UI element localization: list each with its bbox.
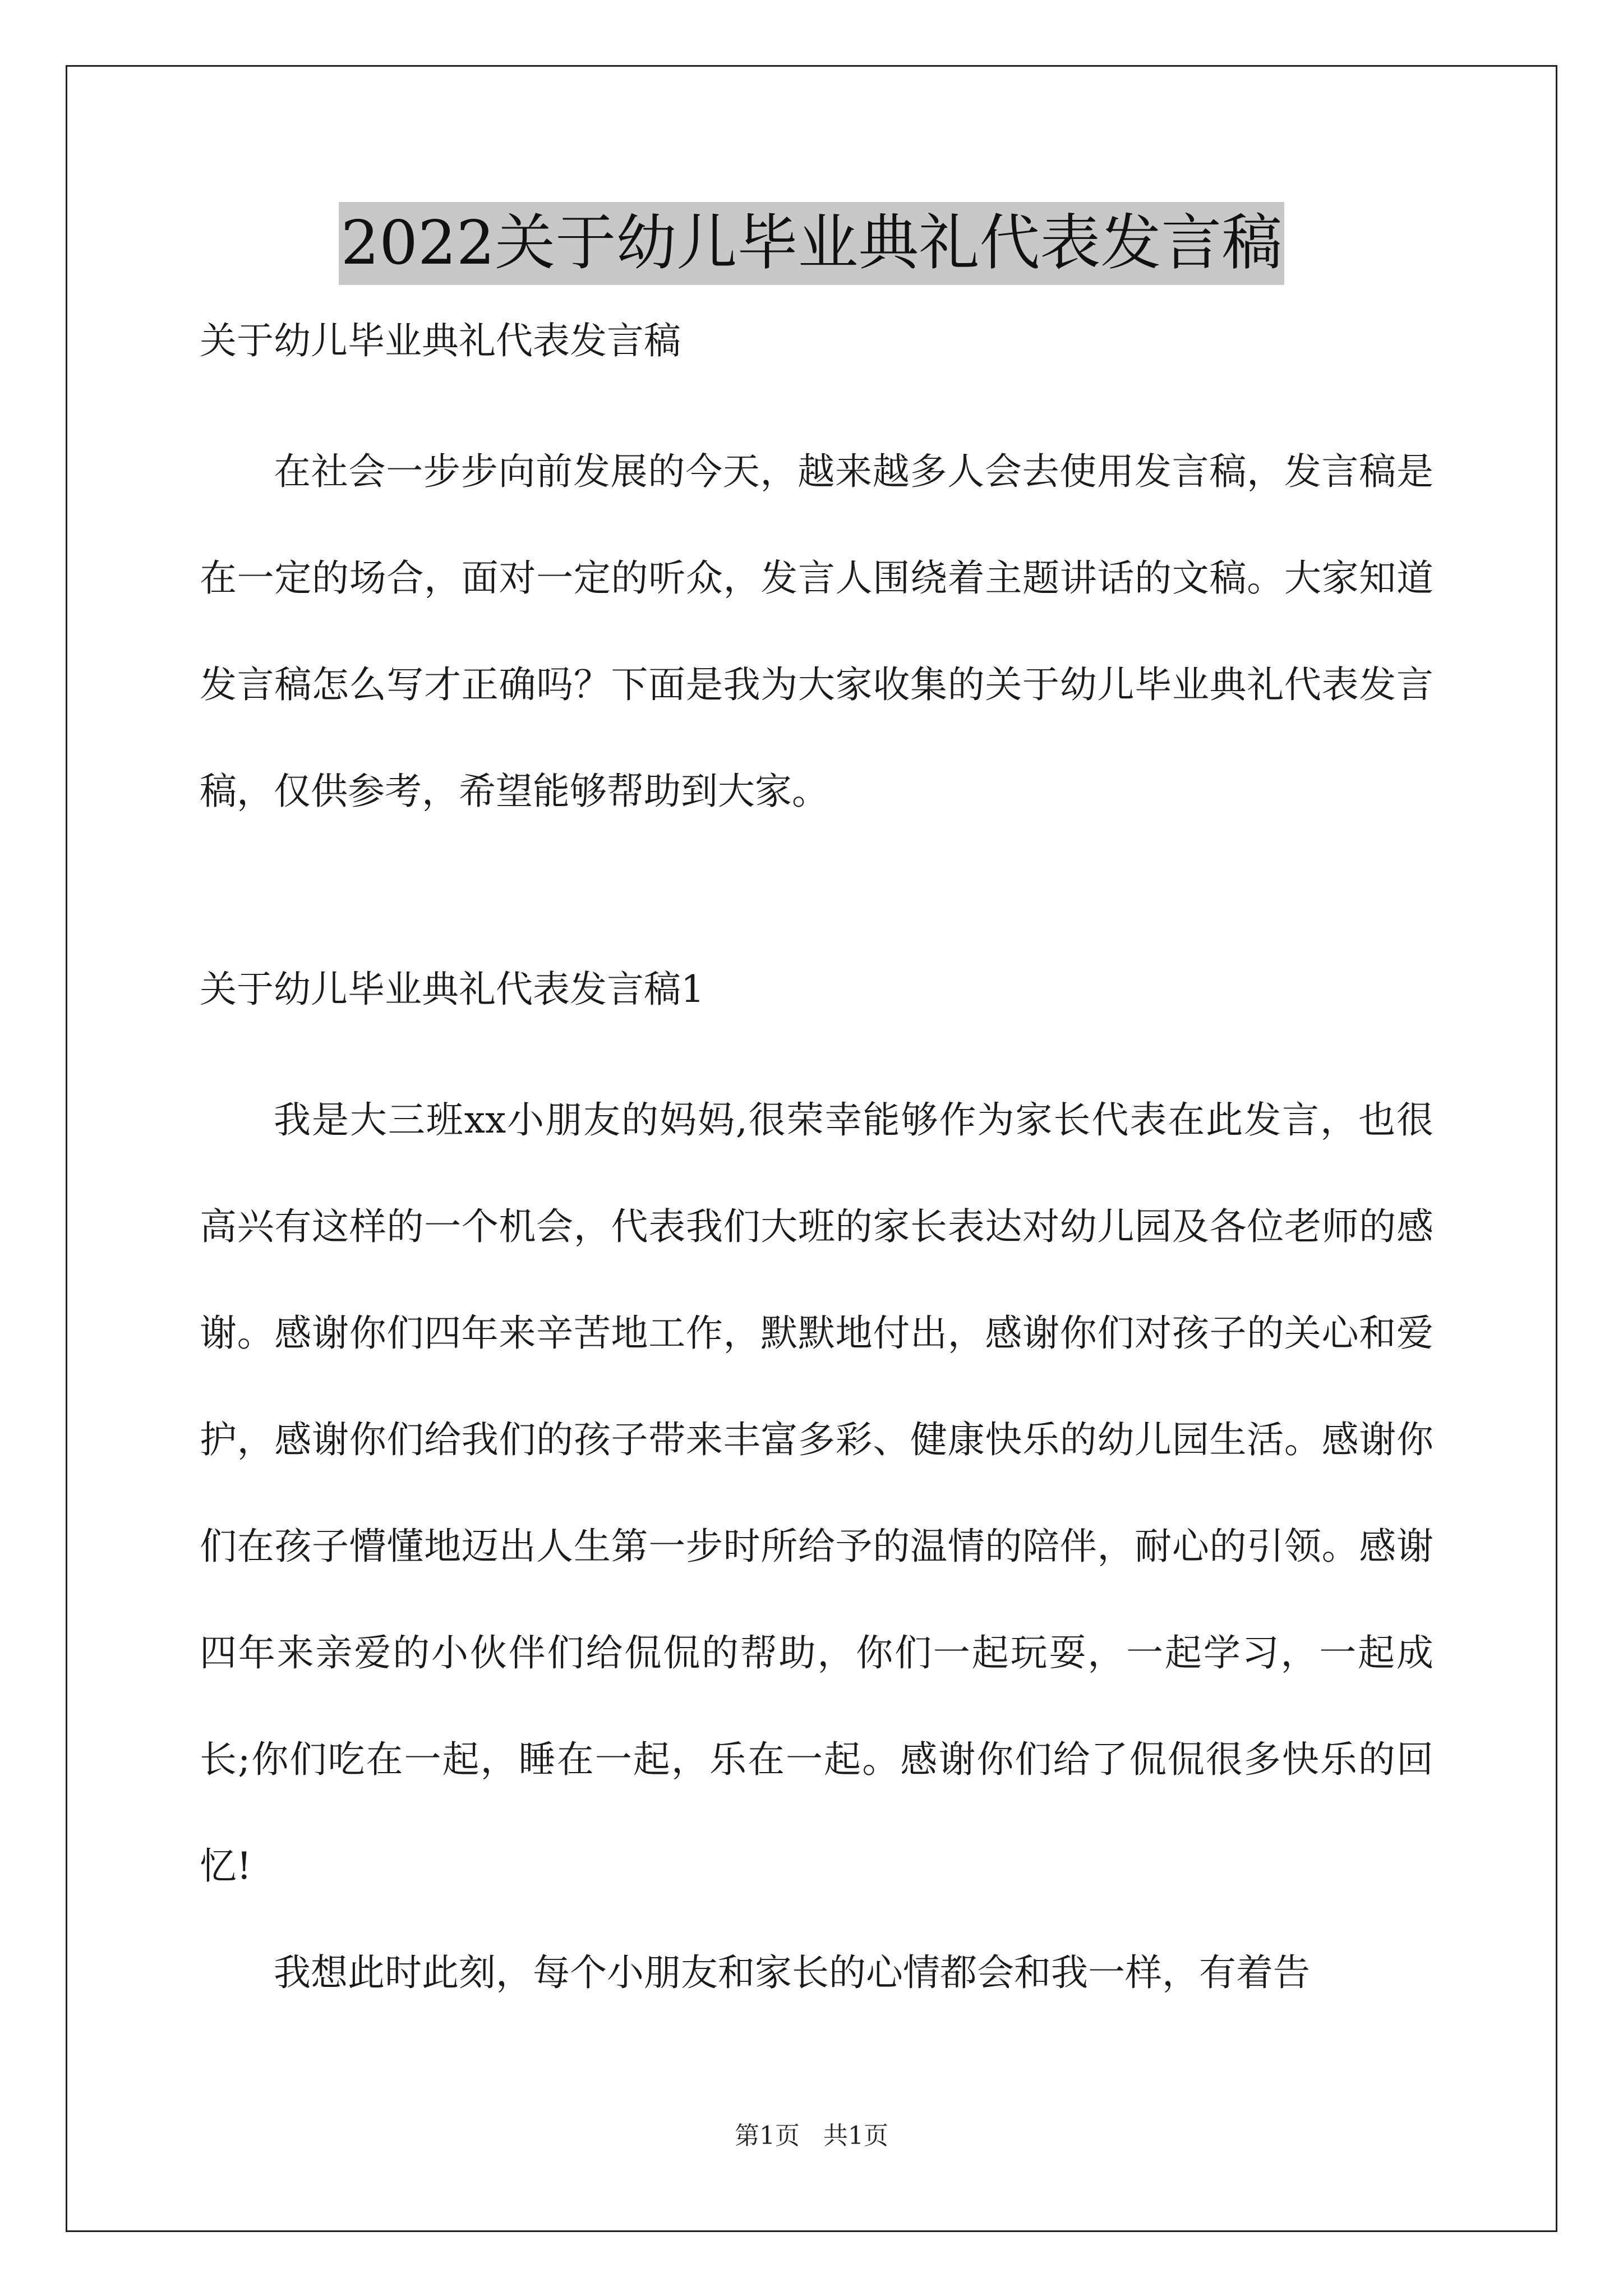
intro-paragraph: 在社会一步步向前发展的今天，越来越多人会去使用发言稿，发言稿是在一定的场合，面对一定的听众，发言人围绕着主题讲话的文稿。大家知道发言稿怎么写才正确吗？下面是我为大家收集的关于幼儿毕业典礼代表发言稿，仅供参考，希望能够帮助到大家。 [200,450,1433,813]
document-body [200,314,1433,2026]
document-subtitle: 关于幼儿毕业典礼代表发言稿 [200,319,681,362]
title-container [0,202,1623,285]
section-heading: 关于幼儿毕业典礼代表发言稿1 [200,968,704,1011]
body-paragraph: 我是大三班xx小朋友的妈妈,很荣幸能够作为家长代表在此发言，也很高兴有这样的一个机会，代表我们大班的家长表达对幼儿园及各位老师的感谢。感谢你们四年来辛苦地工作，默默地付出，感谢你们对孩子的关心和爱护，感谢你们给我们的孩子带来丰富多彩、健康快乐的幼儿园生活。感谢你们在孩子懵懂地迈出人生第一步时所给予的温情的陪伴，耐心的引领。感谢四年来亲爱的小伙伴们给侃侃的帮助，你们一起玩耍，一起学习，一起成长;你们吃在一起，睡在一起，乐在一起。感谢你们给了侃侃很多快乐的回忆! [200,1098,1433,1888]
body-paragraph: 我想此时此刻，每个小朋友和家长的心情都会和我一样，有着告 [274,1951,1310,1994]
document-title: 2022关于幼儿毕业典礼代表发言稿 [339,202,1285,285]
page-number: 第1页 [735,2122,800,2150]
page-footer [0,2119,1623,2153]
section-body [200,1067,1433,2026]
page-total: 共1页 [823,2122,888,2150]
